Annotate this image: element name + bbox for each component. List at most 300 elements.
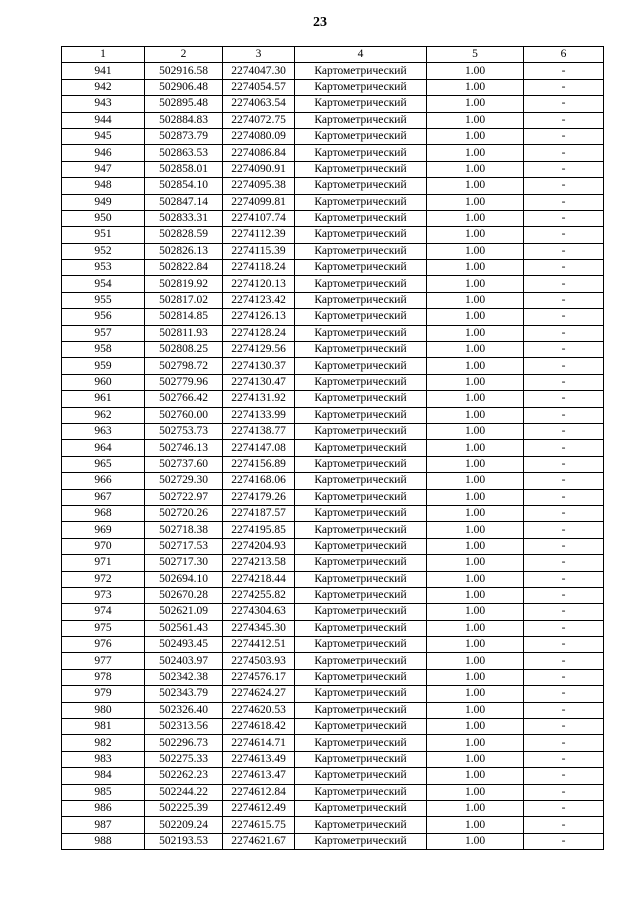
table-cell: 987 (62, 817, 145, 833)
table-cell: 2274304.63 (223, 604, 295, 620)
table-cell: - (524, 161, 604, 177)
table-cell: 1.00 (427, 456, 524, 472)
table-row (62, 63, 604, 79)
table-cell: 2274123.42 (223, 292, 295, 308)
table-cell: Картометрический (295, 210, 427, 226)
table-cell: 2274168.06 (223, 473, 295, 489)
table-cell: Картометрический (295, 325, 427, 341)
table-cell: - (524, 325, 604, 341)
table-cell: 981 (62, 719, 145, 735)
table-cell: Картометрический (295, 571, 427, 587)
table-cell: Картометрический (295, 276, 427, 292)
table-cell: 2274621.67 (223, 833, 295, 849)
table-cell: 2274412.51 (223, 637, 295, 653)
table-cell: Картометрический (295, 342, 427, 358)
table-cell: 502262.23 (145, 768, 223, 784)
table-cell: 2274047.30 (223, 63, 295, 79)
table-cell: - (524, 571, 604, 587)
table-row (62, 358, 604, 374)
table-cell: 502822.84 (145, 260, 223, 276)
table-cell: - (524, 653, 604, 669)
table-cell: Картометрический (295, 620, 427, 636)
table-cell: 502313.56 (145, 719, 223, 735)
table-row (62, 768, 604, 784)
table-row (62, 96, 604, 112)
table-cell: 1.00 (427, 309, 524, 325)
table-cell: Картометрический (295, 96, 427, 112)
table-cell: 969 (62, 522, 145, 538)
table-cell: 502858.01 (145, 161, 223, 177)
table-row (62, 653, 604, 669)
table-row (62, 194, 604, 210)
table-cell: 2274107.74 (223, 210, 295, 226)
coordinates-table (61, 46, 604, 850)
table-cell: - (524, 489, 604, 505)
table-row (62, 620, 604, 636)
table-cell: 959 (62, 358, 145, 374)
table-body (62, 63, 604, 850)
table-cell: 2274131.92 (223, 391, 295, 407)
table-row (62, 833, 604, 849)
table-cell: - (524, 440, 604, 456)
table-cell: 962 (62, 407, 145, 423)
table-cell: 2274138.77 (223, 423, 295, 439)
table-cell: Картометрический (295, 473, 427, 489)
table-row (62, 555, 604, 571)
table-cell: 2274614.71 (223, 735, 295, 751)
table-cell: 1.00 (427, 604, 524, 620)
table-cell: Картометрический (295, 751, 427, 767)
table-cell: Картометрический (295, 653, 427, 669)
table-cell: 1.00 (427, 719, 524, 735)
table-row (62, 210, 604, 226)
table-cell: Картометрический (295, 538, 427, 554)
table-cell: 976 (62, 637, 145, 653)
table-cell: 502863.53 (145, 145, 223, 161)
table-cell: 947 (62, 161, 145, 177)
column-header: 4 (295, 47, 427, 63)
table-cell: 2274072.75 (223, 112, 295, 128)
table-cell: 951 (62, 227, 145, 243)
column-header: 1 (62, 47, 145, 63)
table-row (62, 587, 604, 603)
table-header-row (62, 47, 604, 63)
table-cell: Картометрический (295, 227, 427, 243)
table-cell: 502296.73 (145, 735, 223, 751)
table-cell: Картометрический (295, 128, 427, 144)
table-cell: 2274090.91 (223, 161, 295, 177)
table-cell: 502737.60 (145, 456, 223, 472)
table-cell: 502722.97 (145, 489, 223, 505)
table-cell: 1.00 (427, 800, 524, 816)
table-cell: 950 (62, 210, 145, 226)
table-cell: Картометрический (295, 522, 427, 538)
table-cell: 955 (62, 292, 145, 308)
table-cell: 2274576.17 (223, 669, 295, 685)
table-cell: 502729.30 (145, 473, 223, 489)
table-cell: 1.00 (427, 243, 524, 259)
table-cell: - (524, 538, 604, 554)
table-cell: 2274156.89 (223, 456, 295, 472)
table-cell: 502403.97 (145, 653, 223, 669)
table-cell: 502746.13 (145, 440, 223, 456)
table-cell: Картометрический (295, 669, 427, 685)
table-cell: 502717.30 (145, 555, 223, 571)
table-cell: 961 (62, 391, 145, 407)
table-cell: 1.00 (427, 358, 524, 374)
table-cell: - (524, 145, 604, 161)
table-cell: - (524, 128, 604, 144)
table-cell: - (524, 505, 604, 521)
table-cell: - (524, 604, 604, 620)
table-cell: 1.00 (427, 522, 524, 538)
table-cell: 1.00 (427, 63, 524, 79)
table-cell: 944 (62, 112, 145, 128)
table-cell: - (524, 751, 604, 767)
table-cell: 502225.39 (145, 800, 223, 816)
table-cell: 956 (62, 309, 145, 325)
table-cell: 968 (62, 505, 145, 521)
table-cell: Картометрический (295, 489, 427, 505)
table-row (62, 374, 604, 390)
table-cell: 967 (62, 489, 145, 505)
table-cell: 984 (62, 768, 145, 784)
table-cell: 502884.83 (145, 112, 223, 128)
column-header: 6 (524, 47, 604, 63)
table-cell: 1.00 (427, 112, 524, 128)
table-cell: 1.00 (427, 637, 524, 653)
table-cell: 970 (62, 538, 145, 554)
table-row (62, 702, 604, 718)
table-cell: 2274126.13 (223, 309, 295, 325)
table-cell: 502808.25 (145, 342, 223, 358)
table-cell: - (524, 309, 604, 325)
table-cell: Картометрический (295, 686, 427, 702)
table-cell: Картометрический (295, 702, 427, 718)
table-cell: Картометрический (295, 407, 427, 423)
table-row (62, 342, 604, 358)
table-cell: - (524, 686, 604, 702)
table-cell: - (524, 702, 604, 718)
table-cell: 1.00 (427, 391, 524, 407)
table-cell: Картометрический (295, 79, 427, 95)
table-cell: 2274613.47 (223, 768, 295, 784)
table-row (62, 571, 604, 587)
table-cell: - (524, 276, 604, 292)
table-cell: Картометрический (295, 63, 427, 79)
table-cell: 1.00 (427, 96, 524, 112)
table-row (62, 161, 604, 177)
table-cell: 2274129.56 (223, 342, 295, 358)
table-row (62, 817, 604, 833)
table-cell: 2274095.38 (223, 178, 295, 194)
table-cell: 980 (62, 702, 145, 718)
table-cell: - (524, 210, 604, 226)
table-row (62, 489, 604, 505)
table-cell: 945 (62, 128, 145, 144)
table-cell: 2274063.54 (223, 96, 295, 112)
table-cell: 1.00 (427, 374, 524, 390)
table-row (62, 719, 604, 735)
table-cell: 2274195.85 (223, 522, 295, 538)
table-cell: 502753.73 (145, 423, 223, 439)
table-row (62, 309, 604, 325)
table-cell: 502342.38 (145, 669, 223, 685)
table-row (62, 800, 604, 816)
table-cell: Картометрический (295, 505, 427, 521)
table-cell: 953 (62, 260, 145, 276)
table-cell: 2274128.24 (223, 325, 295, 341)
column-header: 3 (223, 47, 295, 63)
table-cell: - (524, 63, 604, 79)
table-row (62, 325, 604, 341)
table-cell: 1.00 (427, 833, 524, 849)
table-cell: - (524, 374, 604, 390)
table-row (62, 686, 604, 702)
table-cell: 502819.92 (145, 276, 223, 292)
table-cell: Картометрический (295, 456, 427, 472)
table-row (62, 637, 604, 653)
table-cell: Картометрический (295, 161, 427, 177)
table-cell: 1.00 (427, 784, 524, 800)
table-cell: 502621.09 (145, 604, 223, 620)
table-cell: 502326.40 (145, 702, 223, 718)
table-row (62, 505, 604, 521)
table-cell: 502275.33 (145, 751, 223, 767)
table-cell: 974 (62, 604, 145, 620)
table-cell: 2274118.24 (223, 260, 295, 276)
table-cell: 502244.22 (145, 784, 223, 800)
table-cell: 502798.72 (145, 358, 223, 374)
table-row (62, 292, 604, 308)
table-cell: 2274218.44 (223, 571, 295, 587)
table-cell: Картометрический (295, 260, 427, 276)
table-cell: 1.00 (427, 751, 524, 767)
table-cell: 502847.14 (145, 194, 223, 210)
table-cell: 1.00 (427, 735, 524, 751)
table-cell: 502833.31 (145, 210, 223, 226)
table-cell: 965 (62, 456, 145, 472)
table-cell: Картометрический (295, 555, 427, 571)
table-cell: - (524, 79, 604, 95)
table-cell: 2274615.75 (223, 817, 295, 833)
table-cell: 1.00 (427, 489, 524, 505)
table-cell: 1.00 (427, 178, 524, 194)
table-cell: Картометрический (295, 391, 427, 407)
table-cell: 982 (62, 735, 145, 751)
table-cell: 1.00 (427, 768, 524, 784)
table-cell: 502209.24 (145, 817, 223, 833)
table-cell: 502760.00 (145, 407, 223, 423)
table-cell: 1.00 (427, 620, 524, 636)
table-cell: 502193.53 (145, 833, 223, 849)
table-cell: 977 (62, 653, 145, 669)
table-cell: 2274130.47 (223, 374, 295, 390)
table-cell: 2274130.37 (223, 358, 295, 374)
table-cell: 1.00 (427, 260, 524, 276)
table-cell: - (524, 817, 604, 833)
table-cell: 1.00 (427, 686, 524, 702)
table-cell: 2274080.09 (223, 128, 295, 144)
table-cell: 502817.02 (145, 292, 223, 308)
table-cell: 2274099.81 (223, 194, 295, 210)
table-row (62, 79, 604, 95)
page-number: 23 (313, 15, 327, 30)
table-cell: Картометрический (295, 292, 427, 308)
table-cell: - (524, 227, 604, 243)
table-cell: - (524, 260, 604, 276)
table-cell: 988 (62, 833, 145, 849)
table-row (62, 407, 604, 423)
table-row (62, 604, 604, 620)
table-cell: - (524, 637, 604, 653)
table-row (62, 276, 604, 292)
table-row (62, 735, 604, 751)
table-cell: 2274054.57 (223, 79, 295, 95)
table-cell: - (524, 833, 604, 849)
table-cell: 949 (62, 194, 145, 210)
table-cell: Картометрический (295, 112, 427, 128)
table-cell: 954 (62, 276, 145, 292)
table-cell: Картометрический (295, 145, 427, 161)
table-cell: 960 (62, 374, 145, 390)
table-cell: 502493.45 (145, 637, 223, 653)
table-cell: 985 (62, 784, 145, 800)
table-cell: 1.00 (427, 407, 524, 423)
table-cell: 957 (62, 325, 145, 341)
table-cell: Картометрический (295, 374, 427, 390)
table-cell: 502854.10 (145, 178, 223, 194)
table-cell: 1.00 (427, 440, 524, 456)
table-cell: 2274133.99 (223, 407, 295, 423)
table-cell: - (524, 194, 604, 210)
table-row (62, 423, 604, 439)
table-cell: 942 (62, 79, 145, 95)
table-cell: 1.00 (427, 210, 524, 226)
table-cell: - (524, 112, 604, 128)
table-cell: Картометрический (295, 309, 427, 325)
table-cell: 975 (62, 620, 145, 636)
table-cell: Картометрический (295, 358, 427, 374)
table-cell: - (524, 800, 604, 816)
table-cell: Картометрический (295, 637, 427, 653)
table-cell: 2274624.27 (223, 686, 295, 702)
table-cell: 1.00 (427, 587, 524, 603)
table-cell: 2274204.93 (223, 538, 295, 554)
table-cell: 1.00 (427, 555, 524, 571)
table-cell: 502895.48 (145, 96, 223, 112)
table-row (62, 473, 604, 489)
table-cell: - (524, 522, 604, 538)
table-cell: 1.00 (427, 571, 524, 587)
table-cell: - (524, 391, 604, 407)
table-cell: - (524, 719, 604, 735)
table-row (62, 669, 604, 685)
table-cell: - (524, 784, 604, 800)
table-row (62, 538, 604, 554)
table-cell: Картометрический (295, 719, 427, 735)
table-cell: Картометрический (295, 178, 427, 194)
table-cell: 1.00 (427, 423, 524, 439)
table-cell: 1.00 (427, 79, 524, 95)
table-cell: 502720.26 (145, 505, 223, 521)
table-cell: Картометрический (295, 784, 427, 800)
table-cell: 2274618.42 (223, 719, 295, 735)
table-cell: 1.00 (427, 817, 524, 833)
table-cell: 2274613.49 (223, 751, 295, 767)
table-cell: Картометрический (295, 817, 427, 833)
table-cell: 502694.10 (145, 571, 223, 587)
table-cell: 986 (62, 800, 145, 816)
table-cell: - (524, 407, 604, 423)
table-cell: 972 (62, 571, 145, 587)
table-cell: 2274213.58 (223, 555, 295, 571)
table-cell: 983 (62, 751, 145, 767)
table-cell: 1.00 (427, 292, 524, 308)
table-cell: 502670.28 (145, 587, 223, 603)
table-cell: - (524, 358, 604, 374)
table-row (62, 784, 604, 800)
table-cell: Картометрический (295, 423, 427, 439)
table-cell: 1.00 (427, 669, 524, 685)
table-cell: 1.00 (427, 505, 524, 521)
table-cell: 2274255.82 (223, 587, 295, 603)
table-cell: 966 (62, 473, 145, 489)
table-cell: 2274187.57 (223, 505, 295, 521)
table-row (62, 128, 604, 144)
table-cell: 1.00 (427, 653, 524, 669)
table-cell: 1.00 (427, 276, 524, 292)
table-cell: - (524, 178, 604, 194)
table-row (62, 112, 604, 128)
table-cell: 2274147.08 (223, 440, 295, 456)
table-cell: - (524, 768, 604, 784)
table-cell: 1.00 (427, 702, 524, 718)
table-cell: 946 (62, 145, 145, 161)
table-cell: 2274620.53 (223, 702, 295, 718)
table-row (62, 391, 604, 407)
table-cell: - (524, 342, 604, 358)
table-row (62, 440, 604, 456)
table-cell: - (524, 473, 604, 489)
table-cell: 2274503.93 (223, 653, 295, 669)
table-cell: 502814.85 (145, 309, 223, 325)
table-cell: 948 (62, 178, 145, 194)
table-cell: - (524, 587, 604, 603)
table-cell: 1.00 (427, 325, 524, 341)
table-cell: 1.00 (427, 194, 524, 210)
table-cell: 502916.58 (145, 63, 223, 79)
table-cell: Картометрический (295, 604, 427, 620)
table-row (62, 522, 604, 538)
table-cell: 502766.42 (145, 391, 223, 407)
table-cell: 502873.79 (145, 128, 223, 144)
table-cell: 502779.96 (145, 374, 223, 390)
table-cell: 1.00 (427, 227, 524, 243)
table-cell: 964 (62, 440, 145, 456)
table-cell: 943 (62, 96, 145, 112)
table-cell: 973 (62, 587, 145, 603)
table-cell: 2274612.84 (223, 784, 295, 800)
table-cell: 502828.59 (145, 227, 223, 243)
table-row (62, 178, 604, 194)
table-cell: Картометрический (295, 735, 427, 751)
table-cell: 952 (62, 243, 145, 259)
table-cell: 971 (62, 555, 145, 571)
table-cell: 1.00 (427, 342, 524, 358)
table-cell: 502718.38 (145, 522, 223, 538)
table-row (62, 227, 604, 243)
